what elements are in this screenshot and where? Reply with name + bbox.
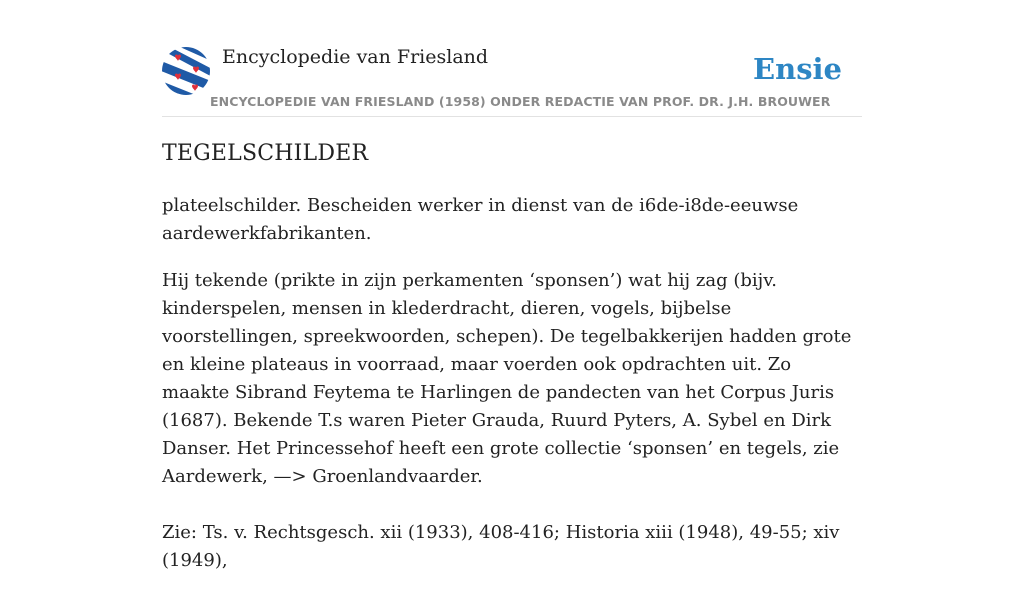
article-references: Zie: Ts. v. Rechtsgesch. xii (1933), 408-416; Historia xiii (1948), 49-55; xiv (1949), [162,522,840,571]
source-title[interactable]: Encyclopedie van Friesland [222,46,489,68]
article-headword: TEGELSCHILDER [162,141,369,166]
ensie-logo-link[interactable]: Ensie [753,52,842,86]
source-header [162,40,862,117]
article-paragraph-2: Hij tekende (prikte in zijn perkamenten ‘sponsen’) wat hij zag (bijv. kinderspelen, mensen in klederdracht, dieren, vogels, bijbelse voorstellingen, spreekwoorden, schepen). De tegelbakkerijen hadden grote en kleine plateaus in voorraad, maar voerden ook opdrachten uit. Zo maakte Sibrand Feytema te Harlingen de pandecten van het Corpus Juris (1687). Bekende T.s waren Pieter Grauda, Ruurd Pyters, A. Sybel en Dirk Danser. Het Princessehof heeft een grote collectie ‘sponsen’ en tegels, zie Aardewerk, —> Groenlandvaarder. [162,270,852,487]
article-paragraph-1: plateelschilder. Bescheiden werker in dienst van de i6de-i8de-eeuwse aardewerkfabrikanten. [162,195,799,244]
frisian-flag-icon[interactable] [162,47,210,95]
source-subtitle: ENCYCLOPEDIE VAN FRIESLAND (1958) ONDER REDACTIE VAN PROF. DR. J.H. BROUWER [210,94,831,109]
article-body [162,192,862,594]
